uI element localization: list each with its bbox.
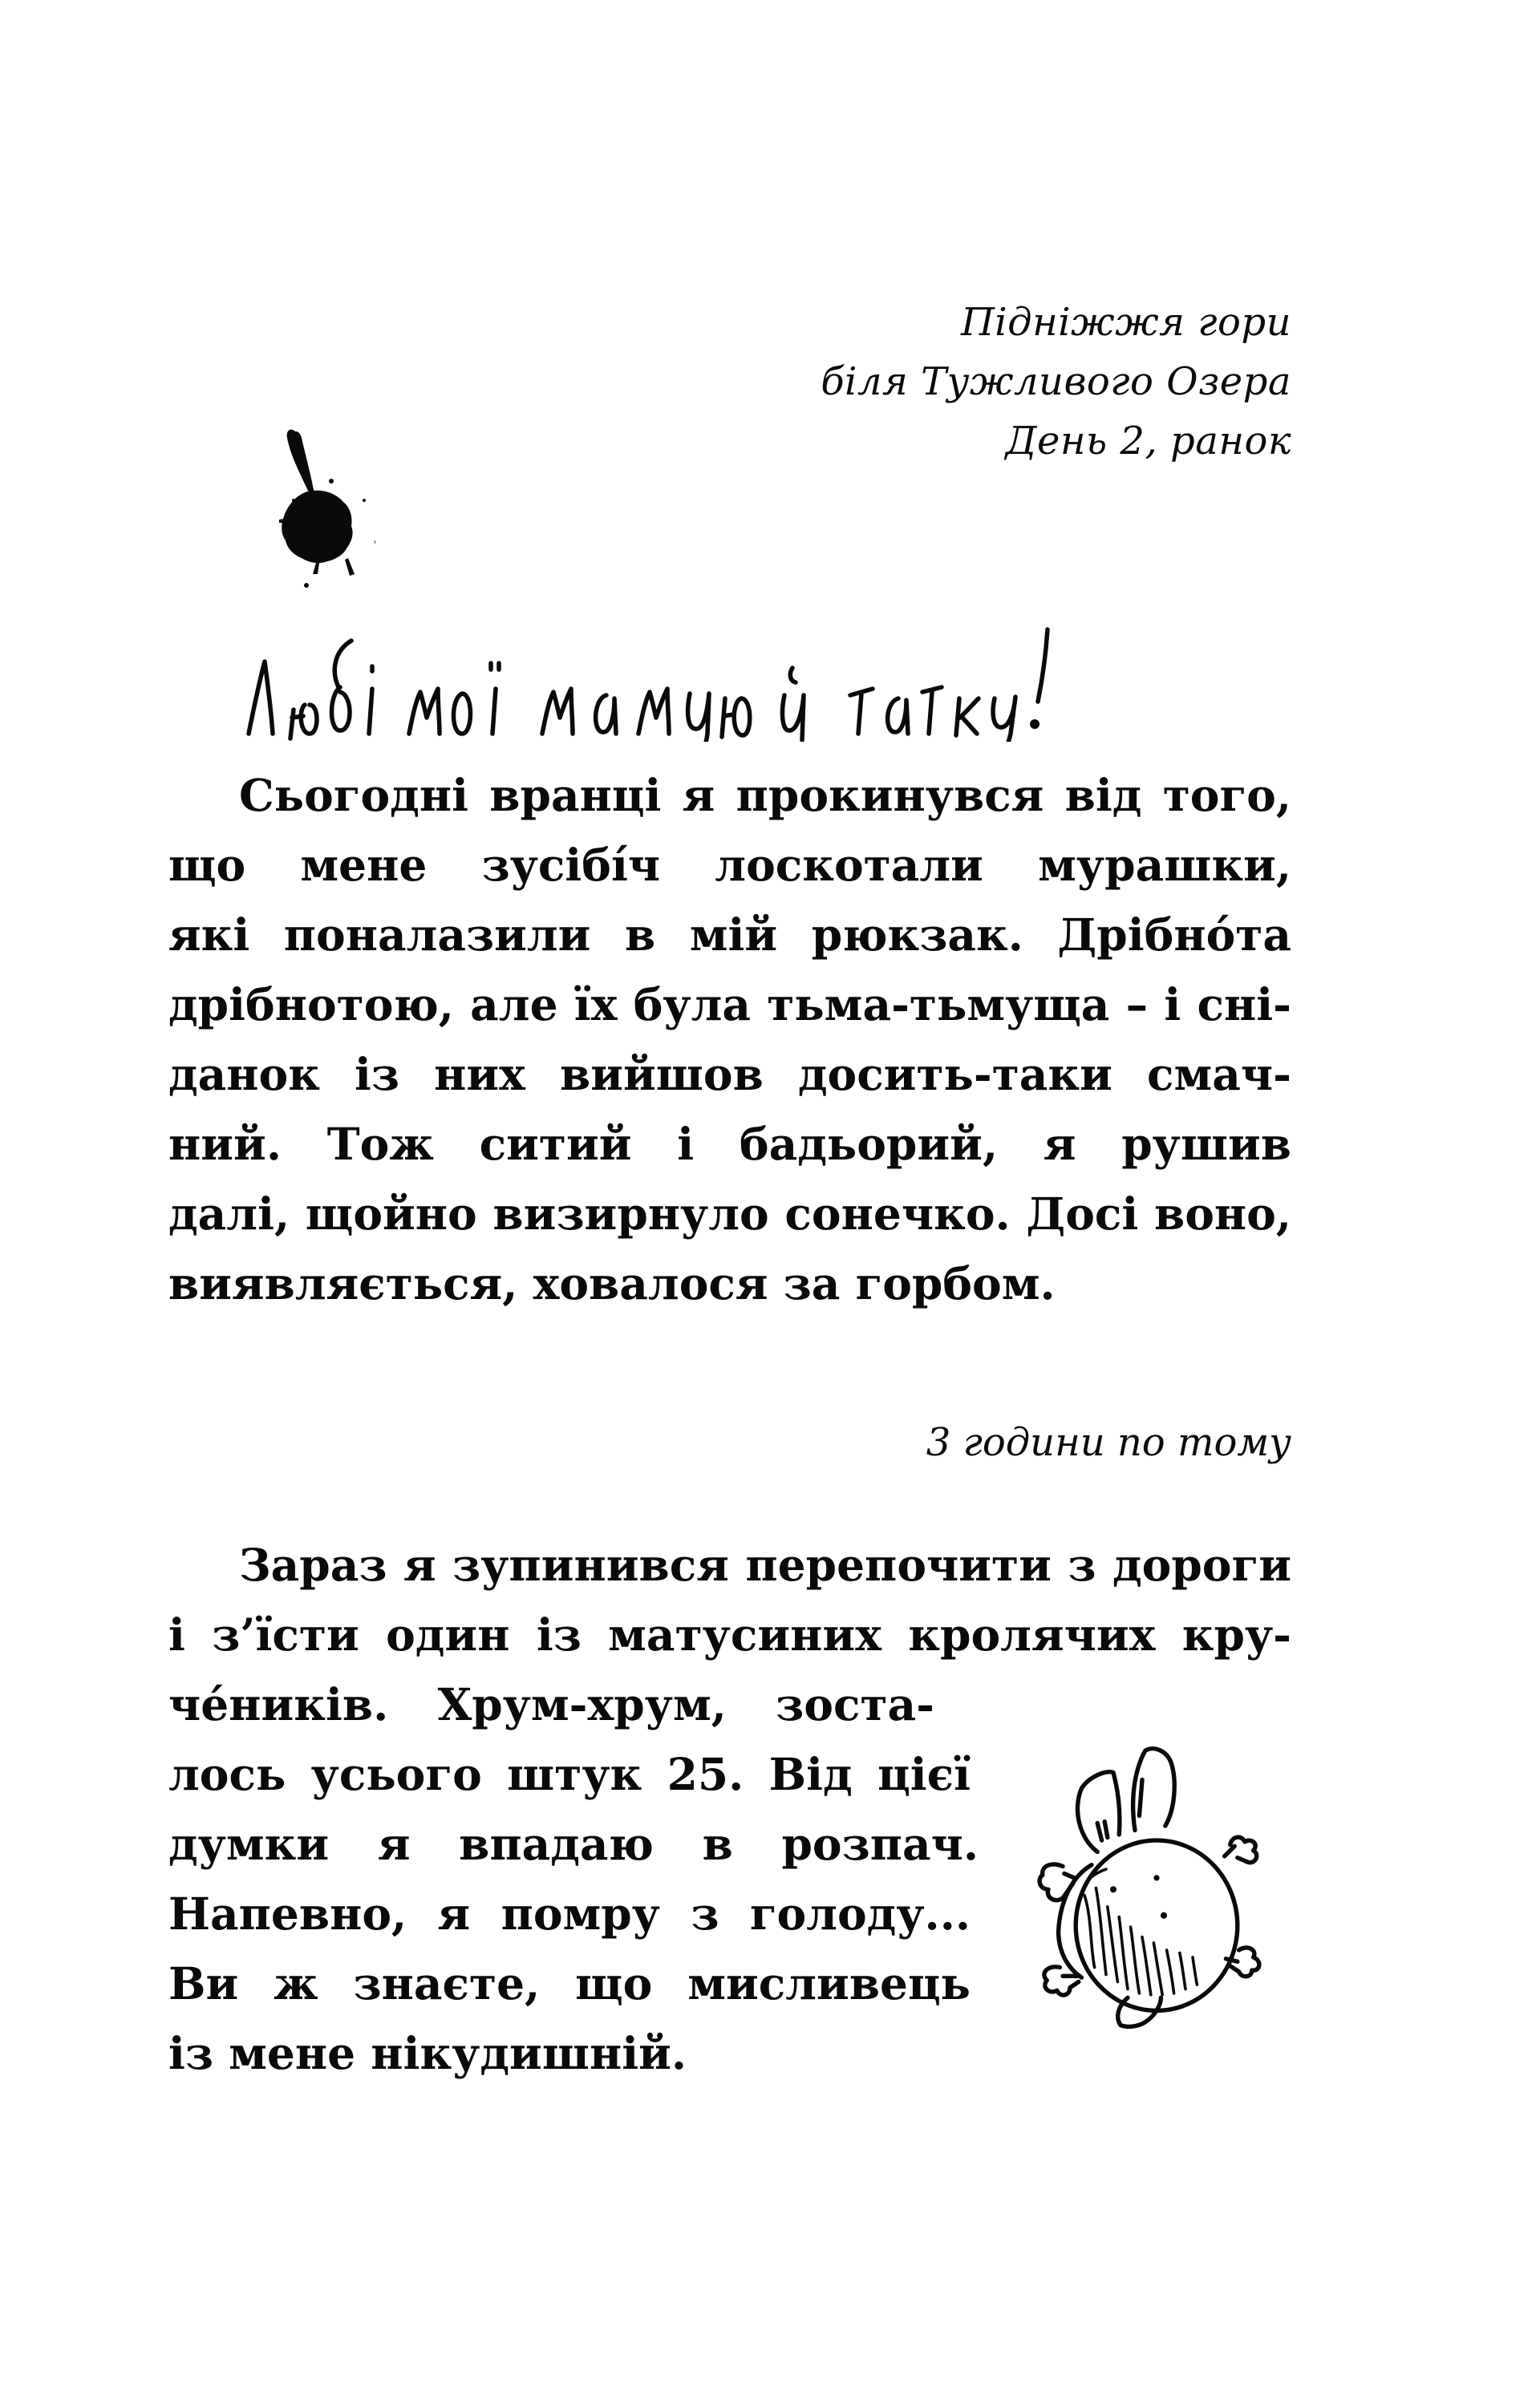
paragraph-2-line: че́ників. Хрум-хрум, зоста- <box>168 1678 934 1730</box>
paragraph-1-line: виявляється, ховалося за горбом. <box>168 1257 1056 1309</box>
paragraph-2-line: Напевно, я помру з голоду... <box>168 1888 971 1940</box>
handwritten-greeting <box>241 621 1251 742</box>
paragraph-1-line: далі, щойно визирнуло сонечко. Досі воно, <box>168 1188 1291 1240</box>
paragraph-1-line: дрібнотою, але їх була тьма-тьмуща – і сні- <box>168 978 1291 1030</box>
paragraph-2-line: і з’їсти один із матусиних кролячих кру- <box>168 1609 1291 1661</box>
paragraph-2-line: Зараз я зупинився перепочити з дороги <box>239 1539 1291 1591</box>
location-date-header <box>821 293 1291 471</box>
paragraph-2-line: лось усього штук 25. Від цієї <box>168 1748 971 1800</box>
paragraph-1 <box>168 760 1291 1318</box>
paragraph-2-line: із мене нікудишній. <box>168 2027 687 2079</box>
paragraph-1-line: які поналазили в мій рюкзак. Дрібно́та <box>168 909 1291 961</box>
paragraph-2-line: Ви ж знаєте, що мисливець <box>168 1957 971 2009</box>
paragraph-1-line: ний. Тож ситий і бадьорий, я рушив <box>168 1118 1291 1170</box>
date-line: День 2, ранок <box>1005 419 1291 463</box>
paragraph-1-line: данок із них вийшов досить-таки смач- <box>168 1048 1291 1100</box>
paragraph-1-line: Сьогодні вранці я прокинувся від того, <box>239 769 1291 821</box>
location-line-1: Підніжжя гори <box>960 300 1291 345</box>
rabbit-drawing-icon <box>1012 1730 1301 2067</box>
paragraph-1-line: що мене зусібі́ч лоскотали мурашки, <box>168 839 1291 891</box>
ink-blot-icon <box>255 417 375 593</box>
location-line-2: біля Тужливого Озера <box>821 359 1291 404</box>
time-note: 3 години по тому <box>926 1420 1291 1465</box>
paragraph-2-line: думки я впадаю в розпач. <box>168 1818 979 1870</box>
